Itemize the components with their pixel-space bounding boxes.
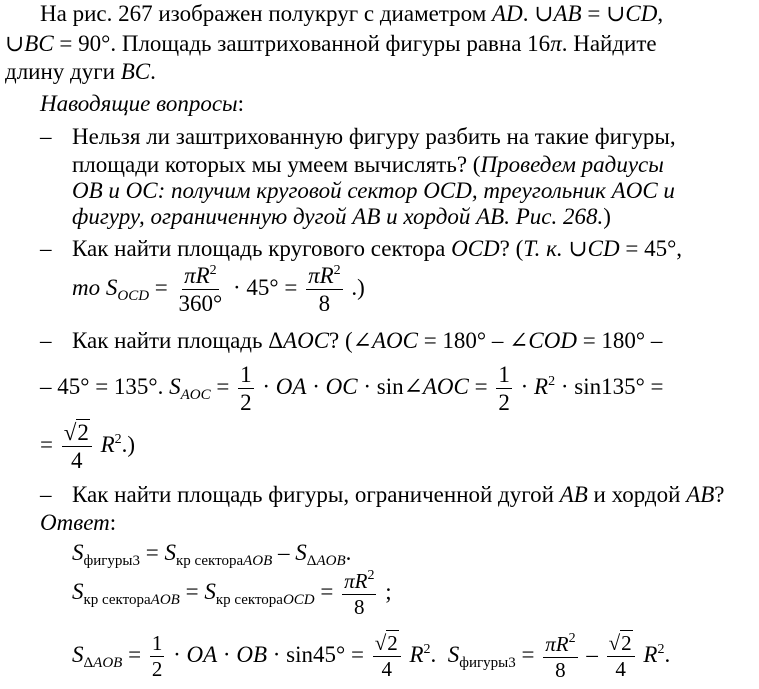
question-1-line-4: фигуру, ограниченную дугой AB и хордой AB. Рис. 268.)	[72, 204, 611, 229]
fraction-pir2-over-8-final: $\frac{\pi R^2}{8}$	[545, 631, 576, 683]
triangle-area-result: = $\frac{√2}{4}$ $R^2$.)	[40, 420, 136, 474]
sector-area-formula: то $S_{OCD}$ = $\frac{\pi R^2}{360^\circ}$ · 45° = $\frac{\pi R^2}{8}$ .)	[72, 263, 365, 317]
fraction-sqrt2-over-4: $\frac{√2}{4}$	[62, 421, 92, 472]
fraction-one-half-answer: $\frac{1}{2}$	[151, 631, 163, 682]
question-4-line-1: Как найти площадь фигуры, ограниченной дугой AB и хордой AB?	[72, 482, 725, 507]
question-1-line-3: OB и OC: получим круговой сектор OCD, треугольник AOC и	[72, 178, 675, 203]
question-4-dash: –	[40, 482, 52, 507]
fraction-one-half: $\frac{1}{2}$	[240, 362, 252, 416]
triangle-area-formula: – 45° = 135°. $S_{AOC}$ = $\frac{1}{2}$ · OA · OC · sin∠AOC = $\frac{1}{2}$ · $R^2 \cdot \sin 135^\circ$ =	[40, 362, 664, 416]
fraction-pir2-over-8: $\frac{\pi R^2}{8}$	[308, 263, 341, 317]
fraction-one-half-2: $\frac{1}{2}$	[498, 362, 510, 416]
answer-heading: Ответ:	[40, 510, 117, 535]
answer-line-3: $S_{\Delta AOB}$ = $\frac{1}{2}$ · OA · OB · sin45° = $\frac{√2}{4}$ $R^2$. $S_{фигуры3}$ = $\frac{\pi R^2}{8}$ – $\frac{√2}{4}$ $R^2$.	[72, 631, 671, 683]
problem-line-2: ∪BC = 90°. Площадь заштрихованной фигуры равна 16π. Найдите	[5, 31, 657, 56]
fraction-pir2-over-360: $\frac{\pi R^2}{360^\circ}$	[178, 263, 223, 317]
fraction-sqrt2-over-4-answer: $\frac{√2}{4}$	[373, 633, 401, 680]
question-2-dash: –	[40, 236, 52, 261]
problem-line-3: длину дуги BC.	[5, 59, 156, 84]
fraction-sqrt2-over-4-final: $\frac{√2}{4}$	[607, 633, 635, 680]
answer-line-2: $S_{кр сектораAOB} = S_{кр сектораOCD}$ = $\frac{\pi R^2}{8}$ ;	[72, 568, 392, 620]
answer-line-1: $S_{фигуры3} = S_{кр сектораAOB} - S_{\Delta AOB}$.	[72, 540, 352, 569]
problem-line-1: На рис. 267 изображен полукруг с диаметром AD. ∪AB = ∪CD,	[40, 1, 664, 26]
question-1-line-1: Нельзя ли заштрихованную фигуру разбить на такие фигуры,	[72, 124, 676, 149]
question-3-line-1: Как найти площадь ΔAOC? (∠AOC = 180° – ∠COD = 180° –	[72, 328, 663, 353]
question-1-line-2: площади которых мы умеем вычислять? (Проведем радиусы	[72, 152, 664, 177]
question-2-line-1: Как найти площадь кругового сектора OCD? (Т. к. ∪CD = 45°,	[72, 236, 683, 261]
guiding-questions-heading: Наводящие вопросы:	[40, 91, 244, 116]
fraction-pir2-over-8-answer: $\frac{\pi R^2}{8}$	[344, 568, 375, 620]
question-3-dash: –	[40, 328, 52, 353]
question-1-dash: –	[40, 124, 52, 149]
